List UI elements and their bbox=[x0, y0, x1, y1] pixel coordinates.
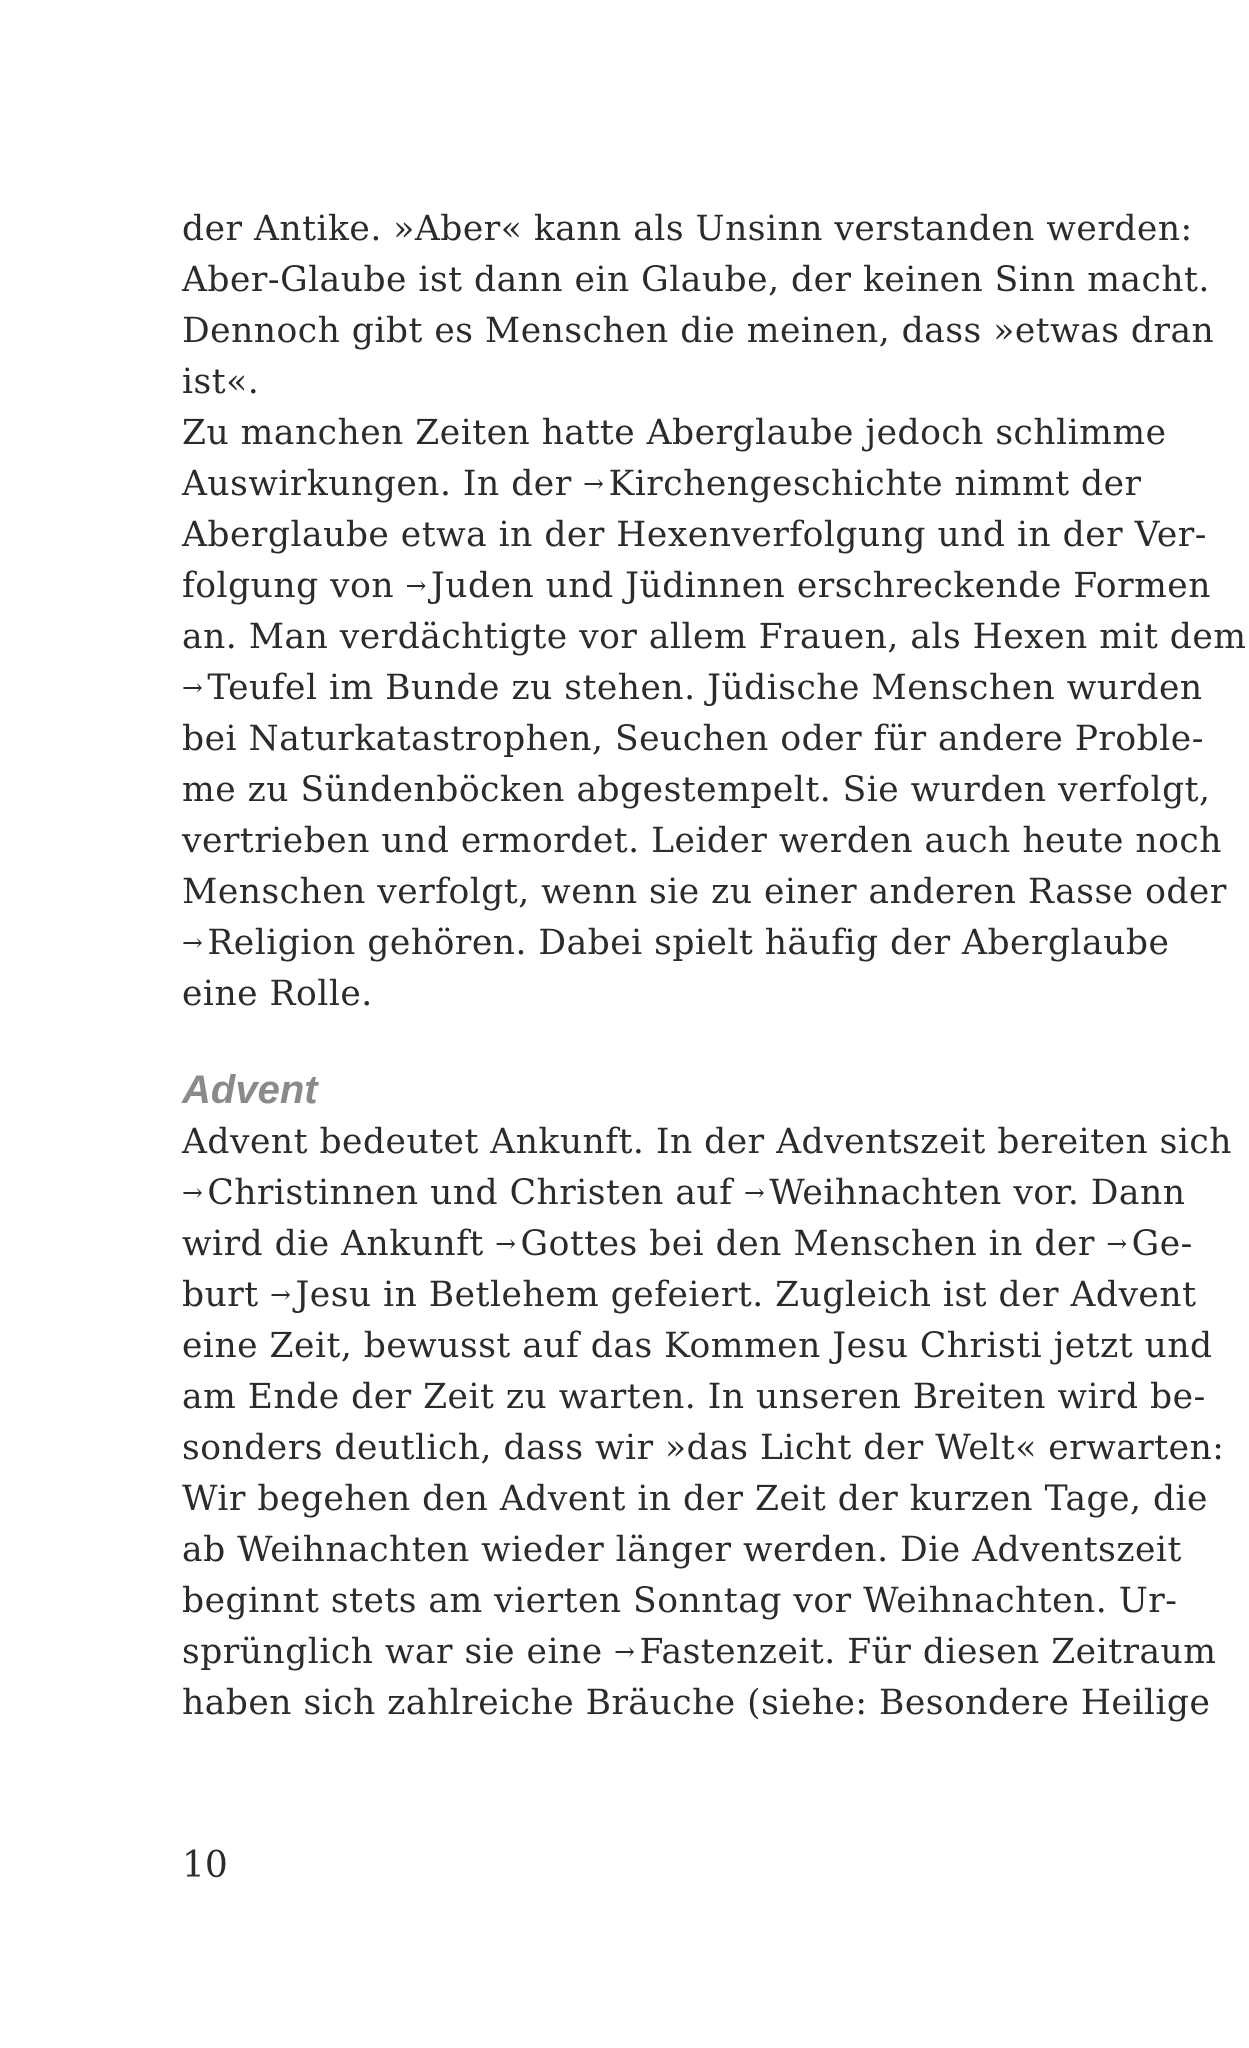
text-line: ab Weihnachten wieder länger werden. Die Adventszeit bbox=[182, 1530, 1182, 1570]
cross-reference-link[interactable]: Teufel im Bunde zu stehen. Jüdische Menschen wurden bbox=[207, 668, 1203, 708]
cross-reference-link[interactable]: Jesu in Betlehem gefeiert. Zugleich ist der Advent bbox=[295, 1275, 1197, 1315]
text-line: der Antike. »Aber« kann als Unsinn verstanden werden: bbox=[182, 209, 1193, 249]
text-fragment: sprünglich war sie eine bbox=[182, 1632, 615, 1672]
cross-reference-link[interactable]: Christinnen und Christen auf bbox=[207, 1173, 744, 1213]
text-line: Menschen verfolgt, wenn sie zu einer anderen Rasse oder bbox=[182, 872, 1227, 912]
text-line bbox=[182, 1168, 1186, 1219]
text-line bbox=[182, 459, 1142, 510]
text-line bbox=[182, 918, 1170, 969]
text-line: sonders deutlich, dass wir »das Licht der Welt« erwarten: bbox=[182, 1428, 1225, 1468]
text-line bbox=[182, 1627, 1217, 1678]
cross-reference-arrow-icon: → bbox=[182, 928, 204, 957]
text-fragment: burt bbox=[182, 1275, 271, 1315]
cross-reference-link[interactable]: Ge- bbox=[1131, 1224, 1193, 1264]
cross-reference-arrow-icon: → bbox=[270, 1280, 292, 1309]
text-line: Aber-Glaube ist dann ein Glaube, der keinen Sinn macht. bbox=[182, 260, 1210, 300]
text-line: Wir begehen den Advent in der Zeit der kurzen Tage, die bbox=[182, 1479, 1208, 1519]
text-line: eine Rolle. bbox=[182, 974, 373, 1014]
cross-reference-link[interactable]: Gottes bei den Menschen in der bbox=[520, 1224, 1107, 1264]
text-line: haben sich zahlreiche Bräuche (siehe: Besondere Heilige bbox=[182, 1683, 1211, 1723]
cross-reference-link[interactable]: Weihnachten vor. Dann bbox=[769, 1173, 1186, 1213]
cross-reference-arrow-icon: → bbox=[1106, 1229, 1128, 1258]
text-line: eine Zeit, bewusst auf das Kommen Jesu Christi jetzt und bbox=[182, 1326, 1213, 1366]
cross-reference-arrow-icon: → bbox=[182, 673, 204, 702]
text-line: am Ende der Zeit zu warten. In unseren Breiten wird be- bbox=[182, 1377, 1206, 1417]
cross-reference-link[interactable]: Juden und Jüdinnen erschreckende Formen bbox=[430, 566, 1211, 606]
text-line: Zu manchen Zeiten hatte Aberglaube jedoch schlimme bbox=[182, 413, 1167, 453]
text-fragment: Auswirkungen. In der bbox=[182, 464, 584, 504]
text-line: Dennoch gibt es Menschen die meinen, dass »etwas dran bbox=[182, 311, 1215, 351]
cross-reference-arrow-icon: → bbox=[614, 1637, 636, 1666]
text-line: an. Man verdächtigte vor allem Frauen, als Hexen mit dem bbox=[182, 617, 1247, 657]
text-fragment: folgung von bbox=[182, 566, 406, 606]
text-line: bei Naturkatastrophen, Seuchen oder für andere Proble- bbox=[182, 719, 1204, 759]
cross-reference-arrow-icon: → bbox=[405, 571, 427, 600]
section-heading: Advent bbox=[182, 1068, 318, 1112]
cross-reference-arrow-icon: → bbox=[583, 469, 605, 498]
cross-reference-link[interactable]: Fastenzeit. Für diesen Zeitraum bbox=[639, 1632, 1217, 1672]
text-line: Advent bedeutet Ankunft. In der Adventszeit bereiten sich bbox=[182, 1122, 1232, 1162]
cross-reference-arrow-icon: → bbox=[743, 1178, 766, 1207]
cross-reference-arrow-icon: → bbox=[495, 1229, 517, 1258]
text-line bbox=[182, 1270, 1197, 1321]
text-line: ist«. bbox=[182, 362, 260, 402]
text-line bbox=[182, 1219, 1193, 1270]
cross-reference-arrow-icon: → bbox=[182, 1178, 204, 1207]
text-line: vertrieben und ermordet. Leider werden auch heute noch bbox=[182, 821, 1222, 861]
text-fragment: wird die Ankunft bbox=[182, 1224, 496, 1264]
body-text-upper bbox=[182, 204, 1247, 1020]
cross-reference-link[interactable]: Kirchengeschichte nimmt der bbox=[608, 464, 1142, 504]
text-line: Aberglaube etwa in der Hexenverfolgung und in der Ver- bbox=[182, 515, 1207, 555]
body-text-advent bbox=[182, 1117, 1232, 1729]
page-number: 10 bbox=[182, 1845, 228, 1886]
text-line: me zu Sündenböcken abgestempelt. Sie wurden verfolgt, bbox=[182, 770, 1211, 810]
text-line bbox=[182, 561, 1211, 612]
cross-reference-link[interactable]: Religion gehören. Dabei spielt häufig der Aberglaube bbox=[207, 923, 1170, 963]
text-line: beginnt stets am vierten Sonntag vor Weihnachten. Ur- bbox=[182, 1581, 1178, 1621]
text-line bbox=[182, 663, 1203, 714]
